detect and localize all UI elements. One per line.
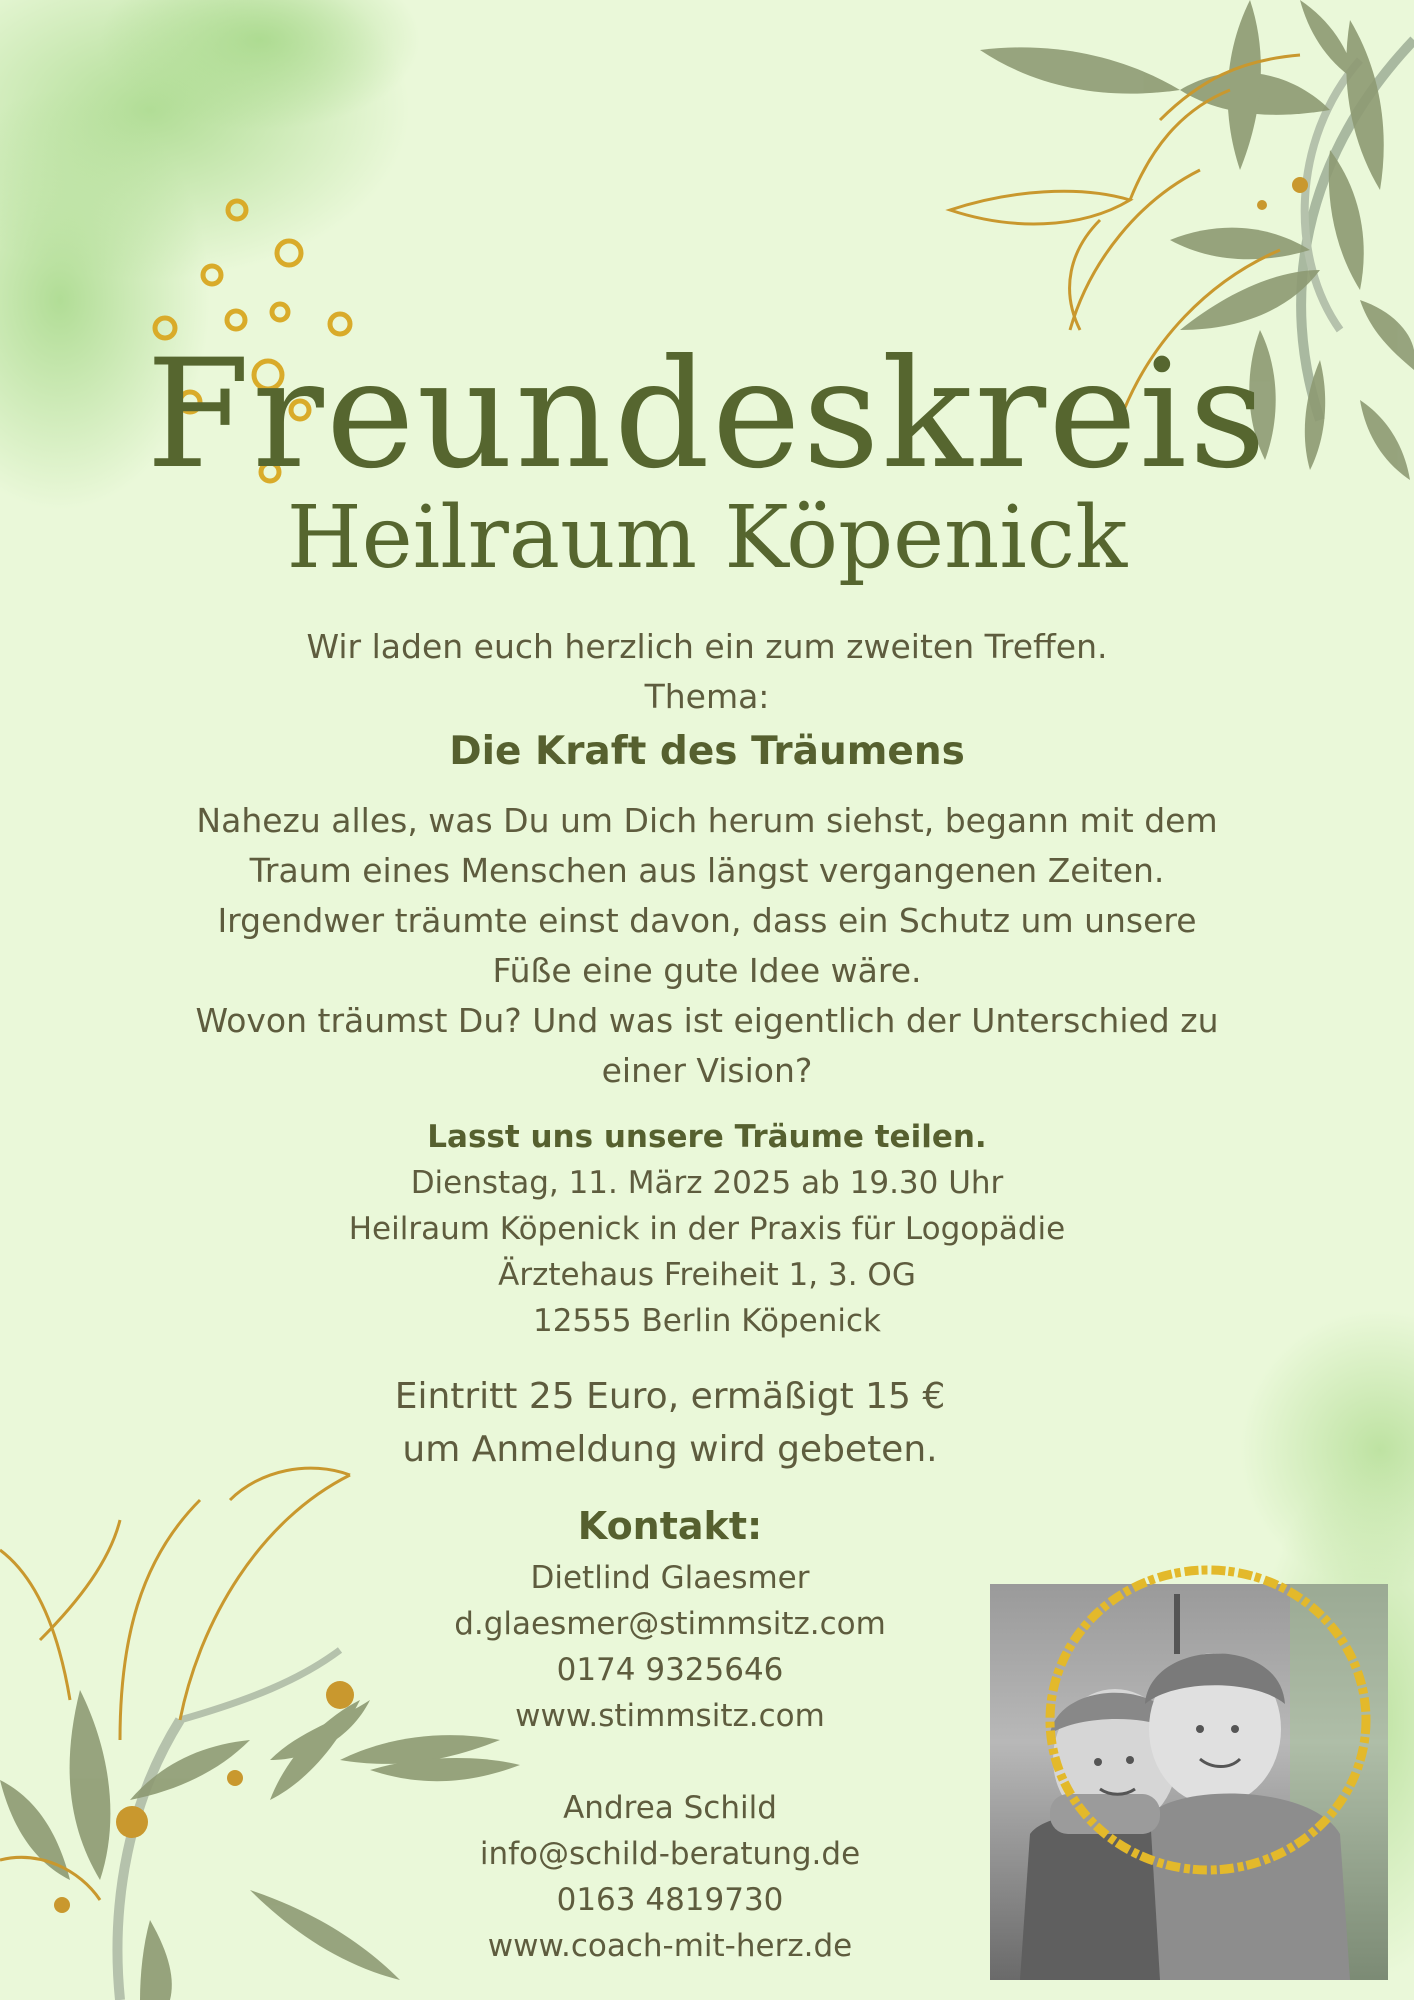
contact-name: Dietlind Glaesmer [530, 1560, 810, 1596]
intro-text [0, 622, 1414, 722]
event-address-line1: Ärztehaus Freiheit 1, 3. OG [498, 1257, 916, 1293]
contact-phone: 0163 4819730 [556, 1882, 784, 1918]
contact-email-link[interactable]: d.glaesmer@stimmsitz.com [454, 1606, 886, 1642]
price-info [0, 1370, 1340, 1476]
contact-heading: Kontakt: [577, 1504, 763, 1548]
contact-website-link[interactable]: www.stimmsitz.com [515, 1698, 825, 1734]
contact-website-link[interactable]: www.coach-mit-herz.de [487, 1928, 853, 1964]
event-date: Dienstag, 11. März 2025 ab 19.30 Uhr [410, 1165, 1004, 1201]
page-title: Freundeskreis [146, 328, 1268, 502]
body-line: einer Vision? [601, 1051, 813, 1090]
contact-email-link[interactable]: info@schild-beratung.de [479, 1836, 861, 1872]
contact-name: Andrea Schild [563, 1790, 777, 1826]
intro-line: Wir laden euch herzlich ein zum zweiten Treffen. [306, 627, 1108, 666]
body-line: Nahezu alles, was Du um Dich herum siehst, begann mit dem [196, 801, 1218, 840]
event-venue: Heilraum Köpenick in der Praxis für Logopädie [348, 1211, 1066, 1247]
event-details [0, 1160, 1414, 1344]
body-line: Füße eine gute Idee wäre. [492, 951, 922, 990]
theme-heading: Die Kraft des Träumens [449, 729, 965, 774]
event-address-line2: 12555 Berlin Köpenick [532, 1303, 882, 1339]
body-line: Traum eines Menschen aus längst vergangenen Zeiten. [249, 851, 1165, 890]
gold-ring-icon [990, 1520, 1390, 1920]
body-line: Wovon träumst Du? Und was ist eigentlich der Unterschied zu [195, 1001, 1219, 1040]
registration-note: um Anmeldung wird gebeten. [402, 1429, 938, 1470]
page-subtitle: Heilraum Köpenick [286, 488, 1128, 588]
price-line: Eintritt 25 Euro, ermäßigt 15 € [394, 1376, 946, 1417]
body-line: Irgendwer träumte einst davon, dass ein Schutz um unsere [217, 901, 1197, 940]
event-headline: Lasst uns unsere Träume teilen. [427, 1119, 987, 1155]
theme-label: Thema: [644, 677, 770, 716]
contact-phone: 0174 9325646 [556, 1652, 784, 1688]
body-paragraph [0, 796, 1414, 1096]
